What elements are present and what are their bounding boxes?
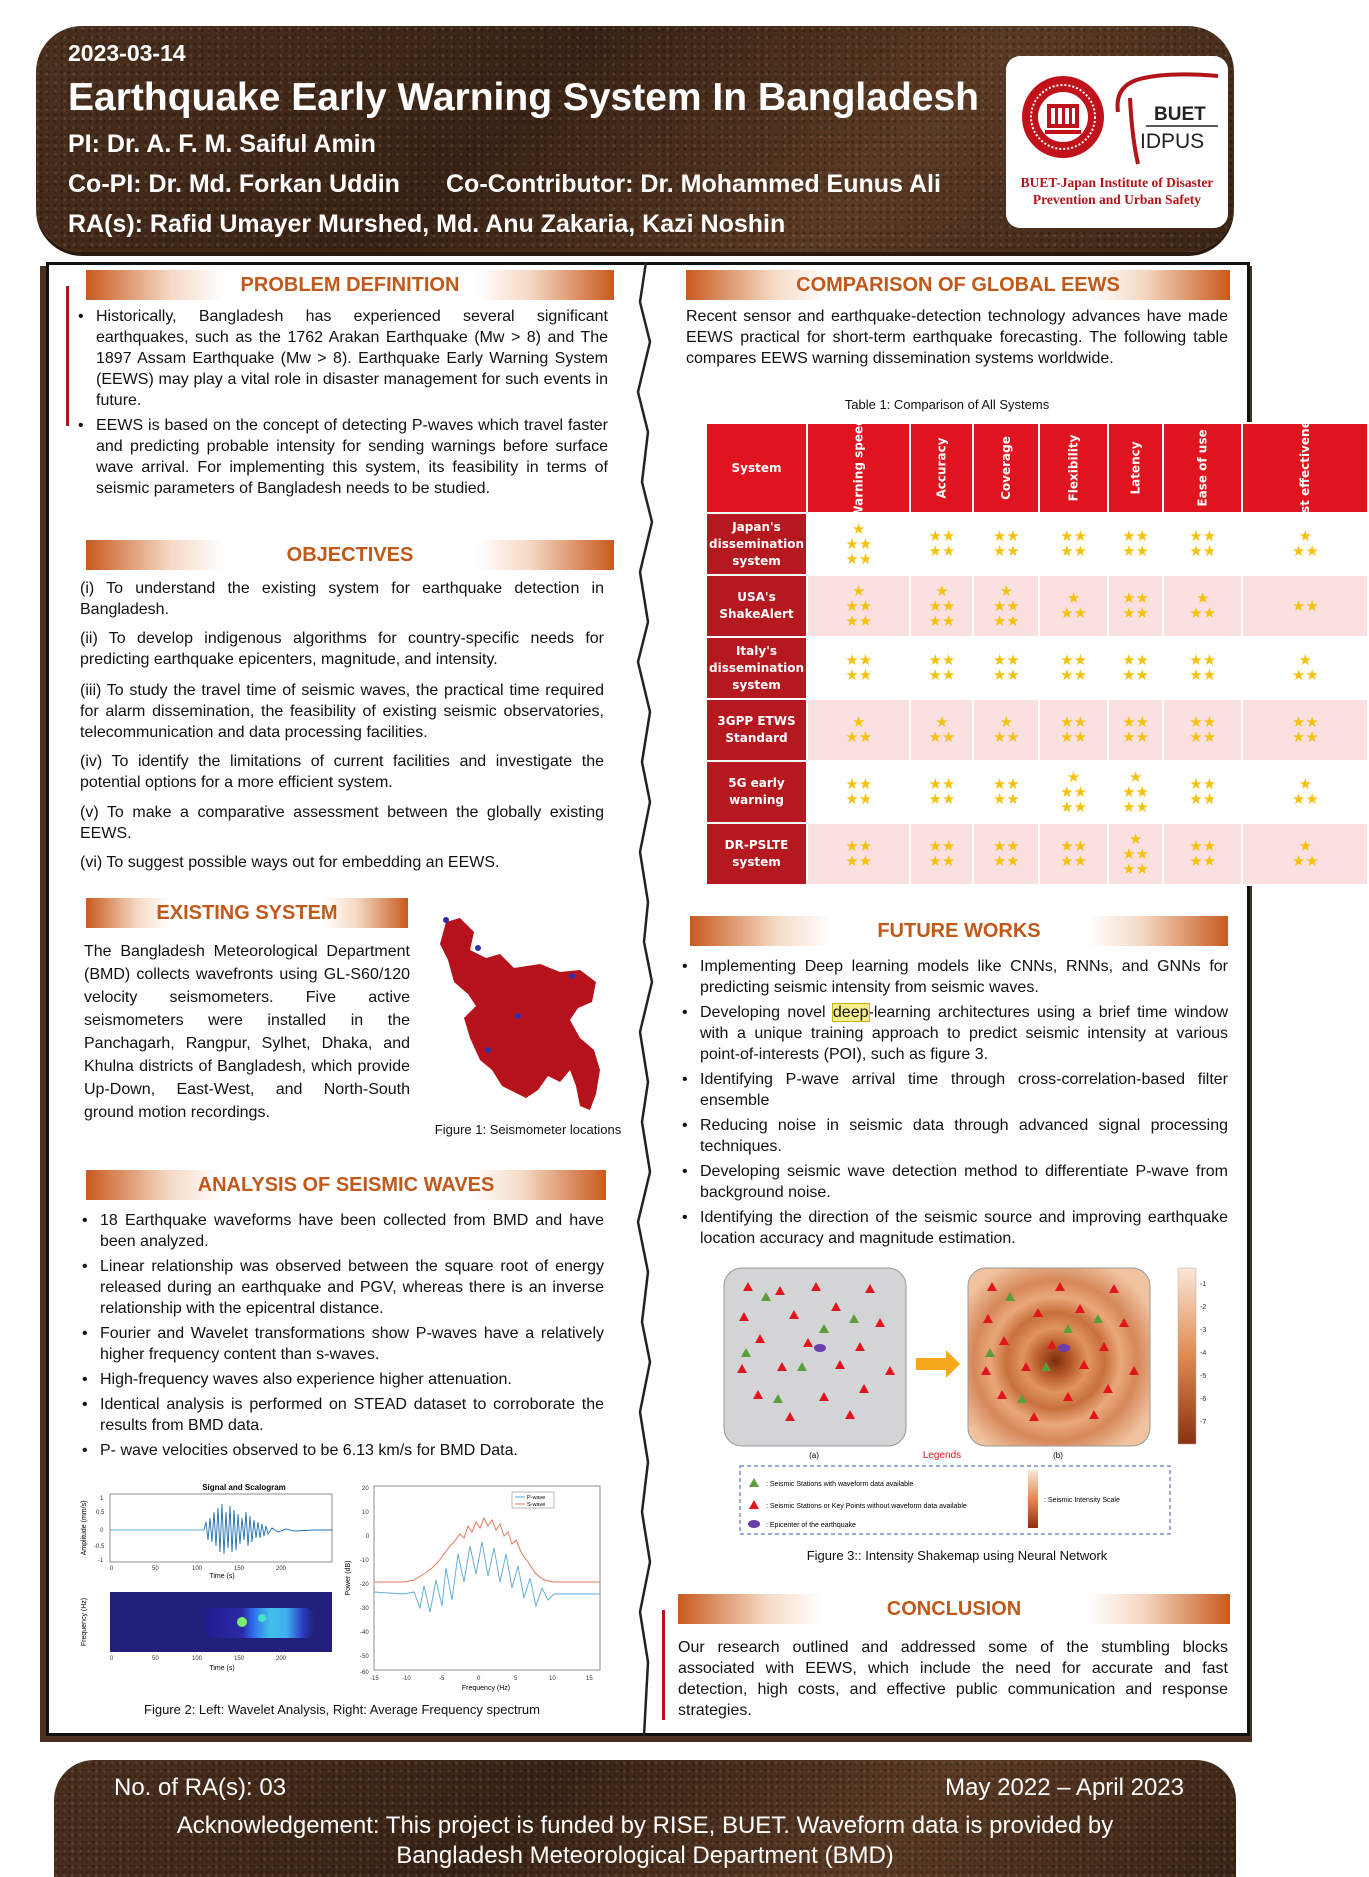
future-heading: FUTURE WORKS — [690, 916, 1228, 946]
panel-b-label: (b) — [1053, 1451, 1063, 1460]
table-row — [706, 823, 1368, 885]
objective-item: (v) To make a comparative assessment between the globally existing EEWS. — [80, 804, 604, 842]
idpus-logo-icon — [1110, 68, 1222, 168]
project-period: May 2022 – April 2023 — [945, 1774, 1184, 1801]
star-rating: ★★ ★★ — [1163, 699, 1242, 761]
svg-text:-10: -10 — [360, 1558, 369, 1564]
figure2-caption: Figure 2: Left: Wavelet Analysis, Right: Average Frequency spectrum — [144, 1702, 540, 1717]
legend-s-wave: S-wave — [527, 1502, 546, 1508]
existing-heading: EXISTING SYSTEM — [86, 898, 408, 928]
wavelet-title: Signal and Scalogram — [202, 1483, 286, 1492]
bangladesh-map — [430, 910, 610, 1120]
acknowledgement-line1: Acknowledgement: This project is funded by RISE, BUET. Waveform data is provided by — [176, 1812, 1114, 1839]
svg-text:50: 50 — [152, 1566, 159, 1572]
svg-text:-10: -10 — [402, 1676, 411, 1682]
future-bullet: • Identifying P-wave arrival time through cross-correlation-based filter ensemble — [680, 1069, 1228, 1111]
epicenter-marker — [1058, 1344, 1070, 1352]
poster-title: Earthquake Early Warning System In Bangladesh — [68, 76, 979, 119]
station-marker — [515, 1013, 521, 1019]
svg-text:-40: -40 — [360, 1630, 369, 1636]
legends-title: Legends — [922, 1450, 962, 1461]
system-name: Italy's dissemination system — [706, 637, 807, 699]
problem-heading: PROBLEM DEFINITION — [86, 270, 614, 300]
svg-text:-20: -20 — [360, 1582, 369, 1588]
scale-tick: -7 — [1200, 1419, 1207, 1426]
star-rating: ★ ★★ — [1242, 823, 1368, 885]
table-caption: Table 1: Comparison of All Systems — [844, 397, 1050, 412]
wavelet-x2-label: Time (s) — [209, 1665, 235, 1672]
svg-text:150: 150 — [234, 1566, 245, 1572]
objectives-heading: OBJECTIVES — [86, 540, 614, 570]
buet-seal-icon — [1020, 74, 1106, 160]
svg-text:100: 100 — [192, 1656, 203, 1662]
panel-a-label: (a) — [809, 1451, 819, 1460]
station-marker — [569, 973, 575, 979]
copi-name: Co-PI: Dr. Md. Forkan Uddin — [68, 170, 400, 198]
star-rating: ★★ ★★ — [1039, 823, 1108, 885]
star-rating: ★★ ★★ — [973, 513, 1039, 575]
column-header — [1242, 406, 1368, 530]
column-header: System — [706, 423, 807, 513]
logo-box — [1006, 56, 1228, 228]
star-rating: ★★ ★★ — [1108, 513, 1163, 575]
star-rating: ★ ★★ — [973, 699, 1039, 761]
svg-text:100: 100 — [192, 1566, 203, 1572]
objective-item: (vi) To suggest possible ways out for embedding an EEWS. — [80, 854, 500, 871]
objective-item: (iii) To study the travel time of seismic waves, the practical time required for alarm dissemination, the feasibility of existing seismic observatories, telecommunication and data processing facilities. — [80, 682, 604, 741]
wavelet-x1-label: Time (s) — [209, 1573, 235, 1580]
future-bullet: • Developing seismic wave detection method to differentiate P-wave from background noise. — [680, 1161, 1228, 1203]
svg-text:-50: -50 — [360, 1654, 369, 1660]
scale-tick: -5 — [1200, 1373, 1207, 1380]
highlighted-word: deep — [832, 1004, 869, 1021]
svg-text:-0.5: -0.5 — [94, 1544, 105, 1550]
star-rating: ★★ ★★ — [910, 513, 973, 575]
system-name: Japan's dissemination system — [706, 513, 807, 575]
conclusion-text: Our research outlined and addressed some of the stumbling blocks associated with EEWS, which include the need for accurate and fast detection, high costs, and effective public communication and response strategies. — [678, 1639, 1228, 1719]
header-banner — [36, 26, 1234, 252]
star-rating: ★ ★★ ★★ — [807, 513, 910, 575]
accent-bar — [66, 286, 69, 426]
star-rating: ★ ★★ — [1242, 761, 1368, 823]
objective-item: (iv) To identify the limitations of current facilities and investigate the potential options for a more efficient system. — [80, 753, 604, 791]
intensity-scale-bar — [1178, 1268, 1196, 1444]
column-header — [1163, 423, 1242, 513]
column-header — [1108, 423, 1163, 513]
svg-text:0: 0 — [110, 1566, 114, 1572]
column-header-label: Ease of use — [1195, 429, 1210, 507]
star-rating: ★ ★★ — [1242, 637, 1368, 699]
system-name: 3GPP ETWS Standard — [706, 699, 807, 761]
pi-name: PI: Dr. A. F. M. Saiful Amin — [68, 130, 376, 158]
star-rating: ★ ★★ — [910, 699, 973, 761]
star-rating: ★★ ★★ — [910, 637, 973, 699]
svg-text:0: 0 — [100, 1528, 104, 1534]
arrow-icon — [916, 1350, 960, 1378]
accent-bar — [662, 1610, 665, 1720]
svg-text:-15: -15 — [370, 1676, 379, 1682]
future-bullet: • Developing novel deep-learning architectures using a brief time window with a unique training approach to predict seismic intensity at various point-of-interests (POI), such as figure 3. — [680, 1002, 1228, 1065]
table-row — [706, 575, 1368, 637]
column-header — [1039, 423, 1108, 513]
idpus-logo-line1: BUET — [1154, 104, 1206, 125]
star-rating: ★★ ★★ — [807, 761, 910, 823]
star-rating: ★ ★★ ★★ — [1039, 761, 1108, 823]
shakemap-figure — [720, 1262, 1210, 1540]
objective-item: (i) To understand the existing system for earthquake detection in Bangladesh. — [80, 580, 604, 618]
table-row — [706, 699, 1368, 761]
star-rating: ★ ★★ ★★ — [1108, 761, 1163, 823]
svg-text:-1: -1 — [98, 1558, 104, 1564]
problem-list — [76, 306, 608, 503]
svg-text:15: 15 — [586, 1676, 593, 1682]
column-header — [973, 423, 1039, 513]
svg-text:20: 20 — [362, 1486, 369, 1492]
system-name: USA's ShakeAlert — [706, 575, 807, 637]
analysis-heading: ANALYSIS OF SEISMIC WAVES — [86, 1170, 606, 1200]
system-name: DR-PSLTE system — [706, 823, 807, 885]
wavelet-y1-label: Amplitude (mm/s) — [81, 1500, 88, 1556]
star-rating: ★★ ★★ — [1039, 513, 1108, 575]
scale-tick: -3 — [1200, 1327, 1207, 1334]
analysis-list — [80, 1210, 604, 1465]
station-marker — [475, 945, 481, 951]
star-rating: ★★ ★★ — [1163, 513, 1242, 575]
scale-tick: -4 — [1200, 1350, 1207, 1357]
future-list — [680, 956, 1228, 1253]
star-rating: ★ ★★ — [1039, 575, 1108, 637]
column-header — [807, 417, 910, 519]
existing-text: The Bangladesh Meteorological Department (BMD) collects wavefronts using GL-S60/120 velocity seismometers. Five active seismometers were installed in the Panchagarh, Rangpur, Sylhet, Dhaka, and Khulna districts of Bangladesh, which provide Up-Down, East-West, and North-South ground motion recordings. — [84, 943, 410, 1121]
svg-text:10: 10 — [549, 1676, 556, 1682]
legend-p-wave: P-wave — [527, 1495, 546, 1501]
svg-text:5: 5 — [514, 1676, 518, 1682]
table-row — [706, 761, 1368, 823]
institute-name: BUET-Japan Institute of Disaster Prevention and Urban Safety — [1020, 175, 1214, 207]
epicenter-marker — [814, 1344, 826, 1352]
star-rating: ★ ★★ ★★ — [807, 575, 910, 637]
star-rating: ★★ ★★ — [1039, 699, 1108, 761]
star-rating: ★ ★★ — [1242, 513, 1368, 575]
analysis-bullet: • Identical analysis is performed on STEAD dataset to corroborate the results from BMD data. — [80, 1394, 604, 1436]
svg-text:-5: -5 — [439, 1676, 445, 1682]
star-rating: ★★ ★★ — [973, 637, 1039, 699]
comparison-intro: Recent sensor and earthquake-detection technology advances have made EEWS practical for short-term earthquake forecasting. The following table compares EEWS warning dissemination systems worldwide. — [686, 308, 1228, 367]
column-header-label: Accuracy — [934, 437, 949, 499]
scale-tick: -2 — [1200, 1304, 1207, 1311]
star-rating: ★★ ★★ — [910, 823, 973, 885]
svg-text:0: 0 — [366, 1534, 370, 1540]
svg-text:150: 150 — [234, 1656, 245, 1662]
figure3-caption: Figure 3:: Intensity Shakemap using Neural Network — [806, 1548, 1108, 1563]
footer-banner — [54, 1760, 1236, 1877]
column-header-label: Cost effectiveness — [1298, 406, 1313, 530]
problem-bullet: • Historically, Bangladesh has experienced several significant earthquakes, such as the 1762 Arakan Earthquake (Mw > 8) and The 1897 Assam Earthquake (Mw > 8). Earthquake Early Warning System (EEWS) may play a vital role in disaster management for such events in future. — [76, 306, 608, 411]
crack-divider — [620, 262, 670, 1736]
problem-bullet: • EEWS is based on the concept of detecting P-waves which travel faster and predicting probable intensity for sending warnings before surface wave arrival. For implementing this system, its feasibility in terms of seismic parameters of Bangladesh needs to be studied. — [76, 415, 608, 499]
future-bullet: • Identifying the direction of the seismic source and improving earthquake location accuracy and magnitude estimation. — [680, 1207, 1228, 1249]
analysis-bullet: • 18 Earthquake waveforms have been collected from BMD and have been analyzed. — [80, 1210, 604, 1252]
legend-epicenter: : Epicenter of the earthquake — [766, 1522, 856, 1529]
svg-text:200: 200 — [276, 1566, 287, 1572]
analysis-bullet: • Fourier and Wavelet transformations show P-waves have a relatively higher frequency content than s-waves. — [80, 1323, 604, 1365]
table-header-row — [706, 423, 1368, 513]
star-rating: ★★ — [1242, 575, 1368, 637]
acknowledgement-line2: Bangladesh Meteorological Department (BMD) — [396, 1842, 894, 1869]
system-name: 5G early warning — [706, 761, 807, 823]
scale-tick: -1 — [1200, 1281, 1207, 1288]
future-bullet: • Reducing noise in seismic data through advanced signal processing techniques. — [680, 1115, 1228, 1157]
star-rating: ★ ★★ — [1163, 575, 1242, 637]
comparison-table — [705, 406, 1369, 886]
table-row — [706, 637, 1368, 699]
figure1-caption: Figure 1: Seismometer locations — [434, 1122, 622, 1137]
svg-text:-30: -30 — [360, 1606, 369, 1612]
column-header-label: Warning speed — [851, 417, 866, 519]
column-header-label: Flexibility — [1066, 434, 1081, 502]
spectrum-x-label: Frequency (Hz) — [461, 1685, 511, 1692]
poster-date: 2023-03-14 — [68, 40, 186, 66]
legend-green-station: : Seismic Stations with waveform data available — [766, 1481, 914, 1488]
star-rating: ★★ ★★ — [807, 823, 910, 885]
future-bullet: • Implementing Deep learning models like CNNs, RNNs, and GNNs for predicting seismic intensity from seismic waves. — [680, 956, 1228, 998]
svg-text:1: 1 — [100, 1496, 104, 1502]
svg-text:0: 0 — [477, 1676, 481, 1682]
spectrum-y-label: Power (dB) — [345, 1560, 352, 1596]
star-rating: ★★ ★★ — [910, 761, 973, 823]
comparison-heading: COMPARISON OF GLOBAL EEWS — [686, 270, 1230, 300]
star-rating: ★★ ★★ — [1242, 699, 1368, 761]
star-rating: ★★ ★★ — [973, 823, 1039, 885]
star-rating: ★★ ★★ — [1108, 575, 1163, 637]
co-contributor-name: Co-Contributor: Dr. Mohammed Eunus Ali — [446, 170, 941, 198]
scale-tick: -6 — [1200, 1396, 1207, 1403]
conclusion-heading: CONCLUSION — [678, 1594, 1230, 1624]
star-rating: ★★ ★★ — [1039, 637, 1108, 699]
svg-text:10: 10 — [362, 1510, 369, 1516]
analysis-bullet: • P- wave velocities observed to be 6.13 km/s for BMD Data. — [80, 1440, 604, 1461]
table-row — [706, 513, 1368, 575]
star-rating: ★ ★★ ★★ — [1108, 823, 1163, 885]
svg-text:50: 50 — [152, 1656, 159, 1662]
ra-names: RA(s): Rafid Umayer Murshed, Md. Anu Zakaria, Kazi Noshin — [68, 210, 786, 238]
ra-count: No. of RA(s): 03 — [114, 1774, 287, 1801]
objective-item: (ii) To develop indigenous algorithms for country-specific needs for predicting earthquake epicenters, magnitude, and intensity. — [80, 630, 604, 668]
station-marker — [485, 1047, 491, 1053]
star-rating: ★★ ★★ — [1163, 637, 1242, 699]
column-header-label: Coverage — [999, 436, 1014, 500]
idpus-logo-line2: IDPUS — [1140, 130, 1205, 153]
star-rating: ★★ ★★ — [807, 637, 910, 699]
station-marker — [443, 917, 449, 923]
svg-text:200: 200 — [276, 1656, 287, 1662]
column-header — [910, 423, 973, 513]
svg-text:-60: -60 — [360, 1670, 369, 1676]
svg-text:0.5: 0.5 — [96, 1510, 105, 1516]
star-rating: ★★ ★★ — [1108, 699, 1163, 761]
analysis-bullet: • Linear relationship was observed between the square root of energy released during an earthquake and PGV, whereas there is an inverse relationship with the epicentral distance. — [80, 1256, 604, 1319]
star-rating: ★ ★★ ★★ — [973, 575, 1039, 637]
column-header-label: Latency — [1128, 441, 1143, 495]
star-rating: ★★ ★★ — [1163, 823, 1242, 885]
star-rating: ★★ ★★ — [973, 761, 1039, 823]
svg-text:0: 0 — [110, 1656, 114, 1662]
wavelet-y2-label: Frequency (Hz) — [81, 1597, 88, 1647]
star-rating: ★★ ★★ — [1108, 637, 1163, 699]
legend-red-station: : Seismic Stations or Key Points without waveform data available — [766, 1503, 967, 1510]
legend-scale: : Seismic Intensity Scale — [1044, 1497, 1120, 1504]
analysis-bullet: • High-frequency waves also experience higher attenuation. — [80, 1369, 604, 1390]
star-rating: ★ ★★ ★★ — [910, 575, 973, 637]
star-rating: ★ ★★ — [807, 699, 910, 761]
star-rating: ★★ ★★ — [1163, 761, 1242, 823]
wavelet-figure — [74, 1482, 604, 1704]
